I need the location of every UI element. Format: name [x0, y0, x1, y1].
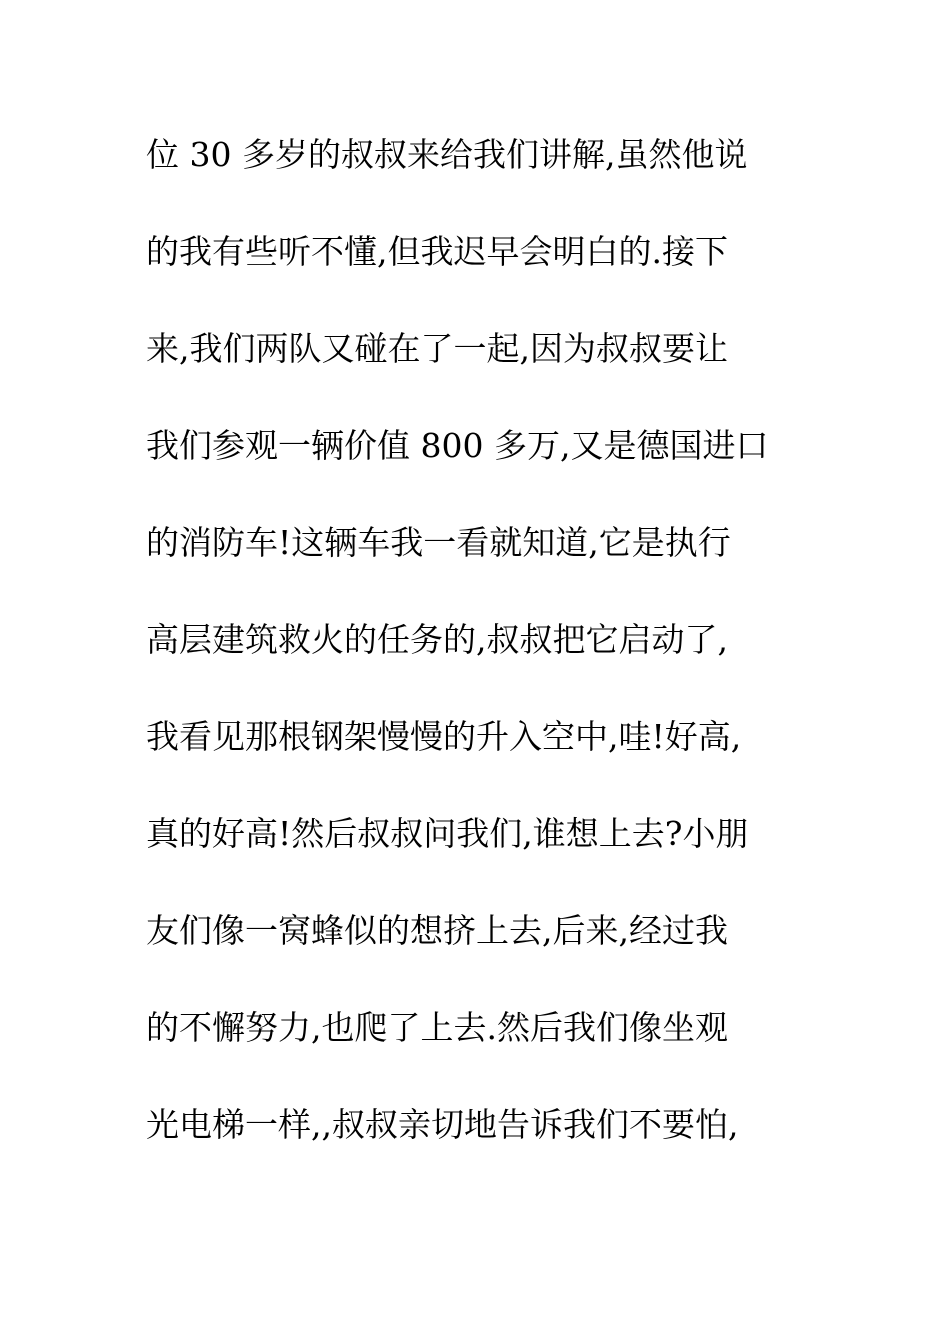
text-line: 光电梯一样,,叔叔亲切地告诉我们不要怕, — [146, 1105, 739, 1144]
text-line: 我们参观一辆价值 800 多万,又是德国进口 — [146, 426, 769, 465]
text-line: 的不懈努力,也爬了上去.然后我们像坐观 — [146, 1008, 728, 1047]
text-line: 的消防车!这辆车我一看就知道,它是执行 — [146, 523, 731, 562]
text-line: 我看见那根钢架慢慢的升入空中,哇!好高, — [146, 717, 742, 756]
text-line: 位 30 多岁的叔叔来给我们讲解,虽然他说 — [146, 135, 748, 174]
text-line: 来,我们两队又碰在了一起,因为叔叔要让 — [146, 329, 728, 368]
text-line: 高层建筑救火的任务的,叔叔把它启动了, — [146, 620, 728, 659]
body-text — [146, 126, 816, 1193]
text-line: 的我有些听不懂,但我迟早会明白的.接下 — [146, 232, 728, 271]
text-line: 友们像一窝蜂似的想挤上去,后来,经过我 — [146, 911, 728, 950]
text-line: 真的好高!然后叔叔问我们,谁想上去?小朋 — [146, 814, 749, 853]
